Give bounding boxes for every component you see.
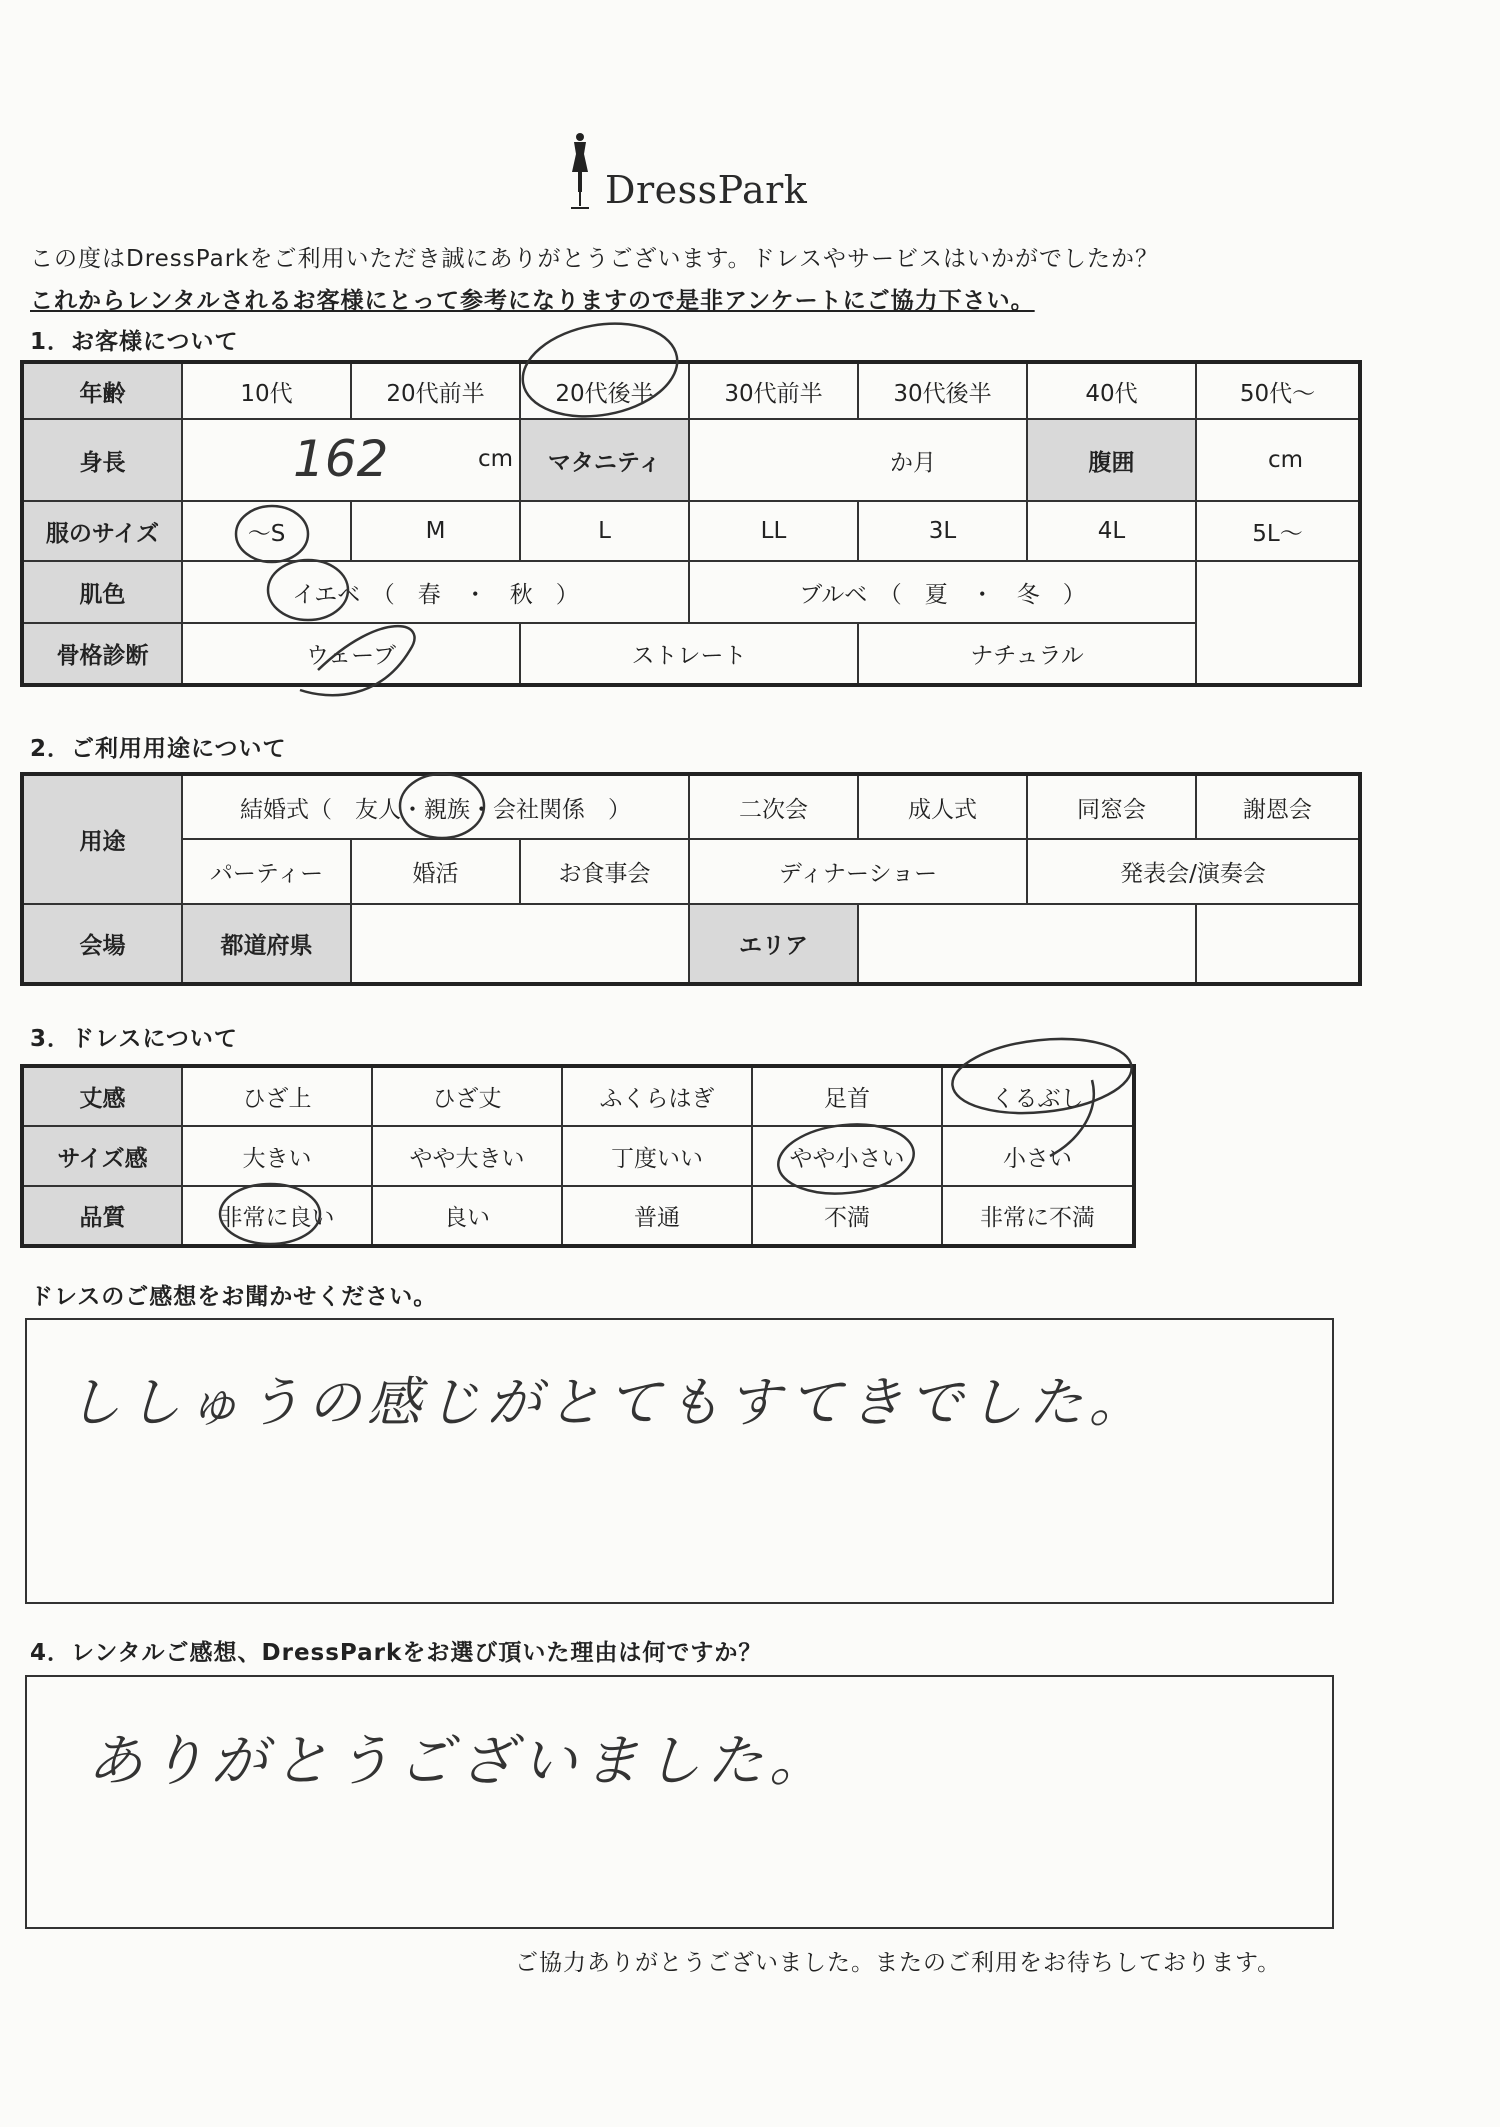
venue-row [22, 904, 1360, 984]
quality-option[interactable]: 普通 [562, 1186, 752, 1246]
usage-row-2 [22, 839, 1360, 904]
waist-field[interactable] [1196, 419, 1360, 501]
intro-request: これからレンタルされるお客様にとって参考になりますので是非アンケートにご協力下さい。 [30, 288, 1035, 314]
length-option[interactable]: ひざ丈 [372, 1066, 562, 1126]
fit-option[interactable]: やや大きい [372, 1126, 562, 1186]
length-option[interactable]: 足首 [752, 1066, 942, 1126]
age-option[interactable]: 10代 [182, 362, 351, 419]
size-option-selected[interactable]: ～S [182, 501, 351, 561]
age-option[interactable]: 30代後半 [858, 362, 1027, 419]
usage-option[interactable]: 謝恩会 [1196, 774, 1360, 839]
frame-option-selected[interactable]: ウェーブ [182, 623, 520, 685]
usage-option[interactable]: お食事会 [520, 839, 689, 904]
age-row [22, 362, 1360, 419]
usage-table [20, 772, 1362, 986]
quality-row [22, 1186, 1134, 1246]
size-option[interactable]: M [351, 501, 520, 561]
frame-label: 骨格診断 [22, 623, 182, 685]
section1-title: 1．お客様について [30, 329, 239, 355]
size-row [22, 501, 1360, 561]
waist-unit: cm [1267, 447, 1303, 473]
frame-row [22, 623, 1360, 685]
age-option[interactable]: 20代前半 [351, 362, 520, 419]
usage-option[interactable]: 同窓会 [1027, 774, 1196, 839]
size-option[interactable]: 3L [858, 501, 1027, 561]
waist-label: 腹囲 [1027, 419, 1196, 501]
fit-label: サイズ感 [22, 1126, 182, 1186]
impression-answer: ししゅうの感じがとてもすてきでした。 [67, 1371, 1149, 1434]
dress-table [20, 1064, 1136, 1248]
frame-option[interactable]: ストレート [520, 623, 858, 685]
quality-option[interactable]: 非常に不満 [942, 1186, 1134, 1246]
quality-option-selected[interactable]: 非常に良い [182, 1186, 372, 1246]
section4-title: 4．レンタルご感想、DressParkをお選び頂いた理由は何ですか？ [30, 1640, 763, 1666]
customer-table [20, 360, 1362, 687]
quality-option[interactable]: 良い [372, 1186, 562, 1246]
impression-prompt: ドレスのご感想をお聞かせください。 [30, 1284, 438, 1310]
size-option[interactable]: LL [689, 501, 858, 561]
footer-thanks: ご協力ありがとうございました。またのご利用をお待ちしております。 [515, 1950, 1282, 1976]
size-label: 服のサイズ [22, 501, 182, 561]
area-field[interactable] [858, 904, 1196, 984]
age-option[interactable]: 30代前半 [689, 362, 858, 419]
length-option[interactable]: ひざ上 [182, 1066, 372, 1126]
maternity-month-field[interactable] [689, 419, 1027, 501]
venue-label: 会場 [22, 904, 182, 984]
impression-textarea[interactable] [25, 1318, 1334, 1604]
skin-yellow-option[interactable]: イエベ （ 春 ・ 秋 ） [182, 561, 689, 623]
fit-option-selected[interactable]: やや小さい [752, 1126, 942, 1186]
size-option[interactable]: 4L [1027, 501, 1196, 561]
height-field[interactable] [182, 419, 520, 501]
height-value: 162 [293, 430, 389, 488]
empty-cell [1196, 623, 1360, 685]
fit-row [22, 1126, 1134, 1186]
fit-option[interactable]: 大きい [182, 1126, 372, 1186]
usage-option[interactable]: 婚活 [351, 839, 520, 904]
prefecture-field[interactable] [351, 904, 689, 984]
dress-form-icon [565, 132, 595, 212]
height-label: 身長 [22, 419, 182, 501]
usage-option[interactable]: 発表会/演奏会 [1027, 839, 1360, 904]
usage-row-1 [22, 774, 1360, 839]
wedding-option[interactable]: 結婚式（ 友人・親族・会社関係 ） [182, 774, 689, 839]
reason-answer: ありがとうございました。 [87, 1729, 831, 1794]
empty-cell [1196, 561, 1360, 623]
height-unit: cm [477, 446, 513, 472]
empty-cell [1196, 904, 1360, 984]
month-unit: か月 [890, 449, 936, 476]
brand-logo [565, 132, 807, 212]
purpose-label: 用途 [22, 774, 182, 904]
brand-name: DressPark [605, 168, 808, 212]
length-option[interactable]: ふくらはぎ [562, 1066, 752, 1126]
length-row [22, 1066, 1134, 1126]
usage-option[interactable]: 二次会 [689, 774, 858, 839]
age-label: 年齢 [22, 362, 182, 419]
usage-option[interactable]: 成人式 [858, 774, 1027, 839]
reason-textarea[interactable] [25, 1675, 1334, 1929]
length-option-selected[interactable]: くるぶし [942, 1066, 1134, 1126]
frame-option[interactable]: ナチュラル [858, 623, 1196, 685]
age-option[interactable]: 40代 [1027, 362, 1196, 419]
prefecture-label: 都道府県 [182, 904, 351, 984]
skin-label: 肌色 [22, 561, 182, 623]
usage-option[interactable]: パーティー [182, 839, 351, 904]
height-row [22, 419, 1360, 501]
intro-text: この度はDressParkをご利用いただき誠にありがとうございます。ドレスやサービスはいかがでしたか？ [30, 246, 1159, 272]
area-label: エリア [689, 904, 858, 984]
usage-option[interactable]: ディナーショー [689, 839, 1027, 904]
size-option[interactable]: L [520, 501, 689, 561]
maternity-label: マタニティ [520, 419, 689, 501]
section2-title: 2．ご利用用途について [30, 736, 287, 762]
size-option[interactable]: 5L～ [1196, 501, 1360, 561]
age-option-selected[interactable]: 20代後半 [520, 362, 689, 419]
quality-option[interactable]: 不満 [752, 1186, 942, 1246]
fit-option[interactable]: 丁度いい [562, 1126, 752, 1186]
length-label: 丈感 [22, 1066, 182, 1126]
fit-option[interactable]: 小さい [942, 1126, 1134, 1186]
age-option[interactable]: 50代～ [1196, 362, 1360, 419]
section3-title: 3．ドレスについて [30, 1026, 238, 1052]
skin-blue-option[interactable]: ブルベ （ 夏 ・ 冬 ） [689, 561, 1196, 623]
quality-label: 品質 [22, 1186, 182, 1246]
skin-row [22, 561, 1360, 623]
